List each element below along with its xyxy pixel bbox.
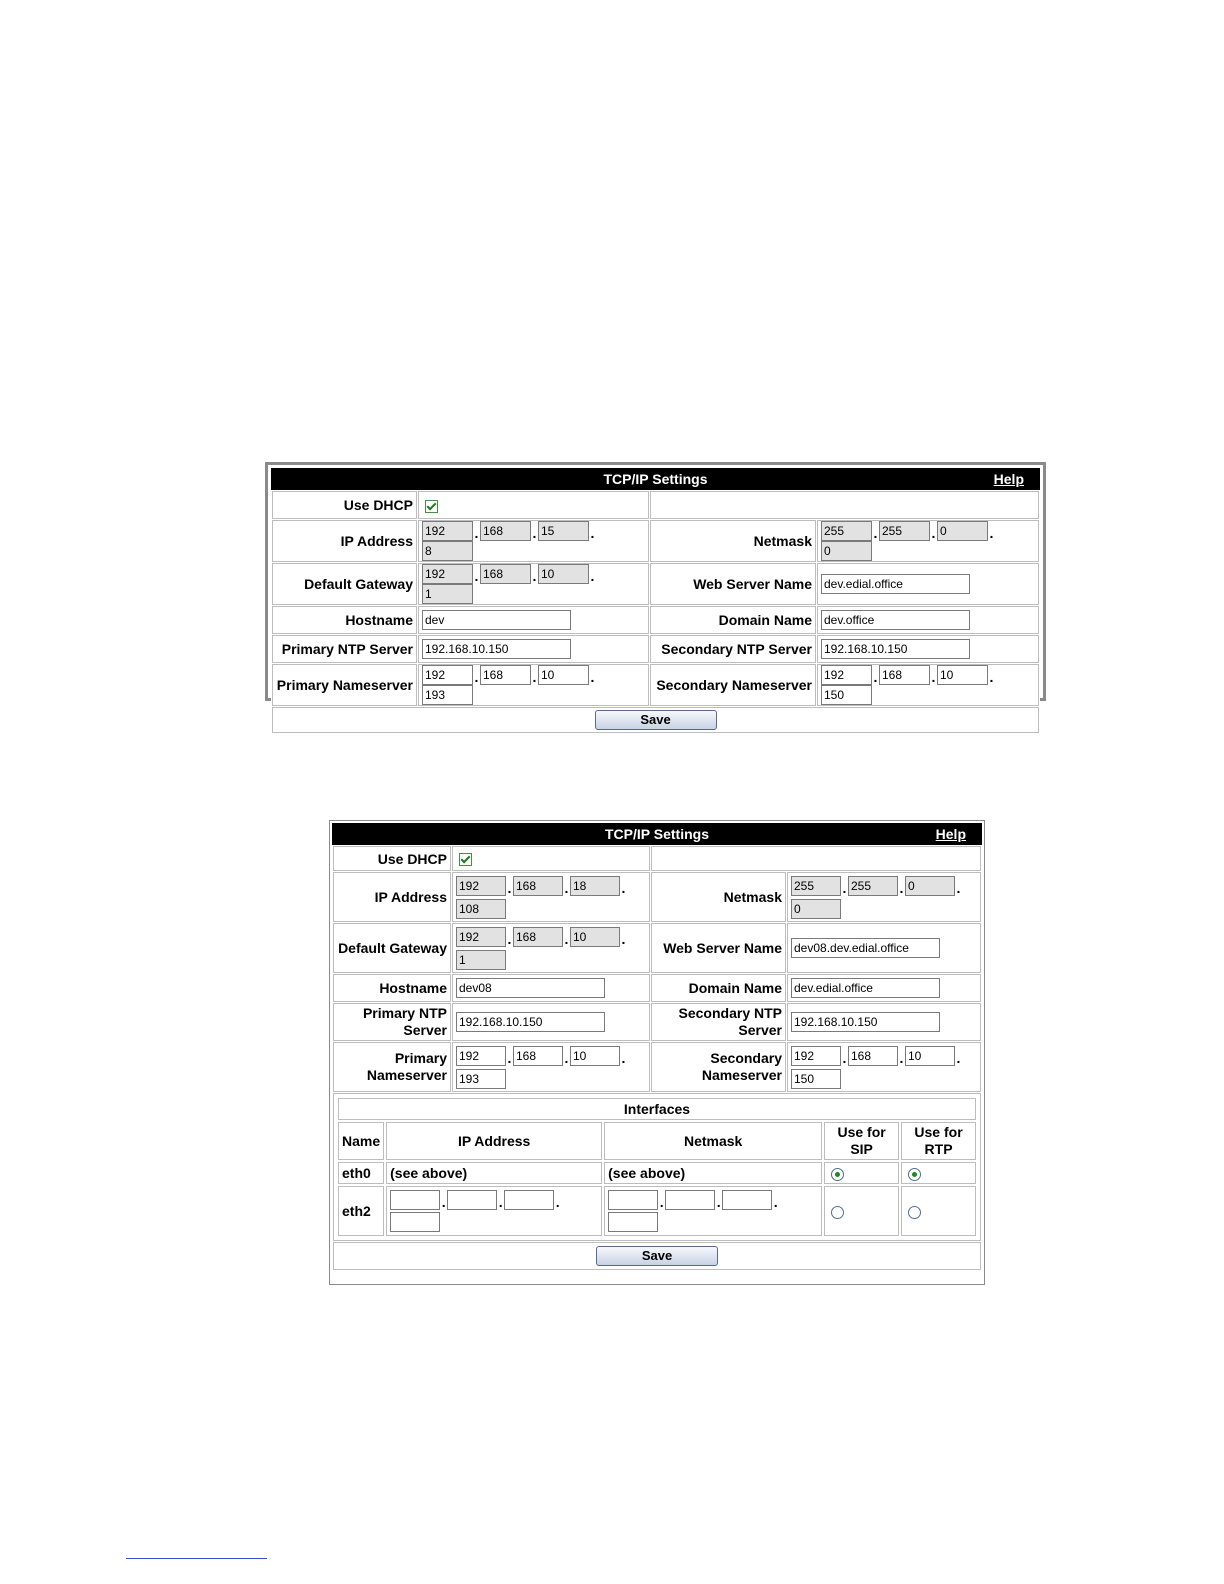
hostname-input[interactable]: dev08 [456, 978, 605, 998]
use-dhcp-checkbox[interactable] [459, 853, 472, 866]
gateway-octet-4[interactable]: 1 [456, 950, 506, 970]
domain-name-cell [817, 606, 1039, 634]
sns-octet-3[interactable]: 10 [905, 1046, 955, 1066]
primary-ntp-label-line-1: Primary NTP [362, 1005, 447, 1021]
pns-octet-3[interactable]: 10 [538, 665, 589, 685]
sns-octet-2[interactable]: 168 [848, 1046, 898, 1066]
secondary-ntp-input[interactable]: 192.168.10.150 [821, 639, 970, 659]
hostname-cell [418, 606, 649, 634]
hostname-cell [452, 974, 650, 1002]
secondary-nameserver-label-line-1: Secondary [710, 1050, 782, 1066]
domain-name-label: Domain Name [650, 606, 816, 634]
ip-octet-4[interactable]: 108 [456, 899, 506, 919]
table-row [338, 1162, 976, 1184]
ip-octet-2[interactable]: 168 [513, 876, 563, 896]
iface-name: eth0 [338, 1162, 384, 1184]
gateway-octet-2[interactable]: 168 [513, 927, 563, 947]
eth2-netmask-octet-3[interactable] [722, 1190, 772, 1210]
gateway-octet-1[interactable]: 192 [456, 927, 506, 947]
primary-ntp-label-line-2: Server [403, 1022, 447, 1038]
iface-name: eth2 [338, 1186, 384, 1236]
use-dhcp-label: Use DHCP [272, 491, 417, 519]
iface-ip: (see above) [386, 1162, 602, 1184]
hostname-label: Hostname [333, 974, 451, 1002]
primary-ntp-input[interactable]: 192.168.10.150 [422, 639, 571, 659]
web-server-name-cell [787, 923, 981, 973]
netmask-fields: 255 . 255 . 0 . 0 [787, 872, 981, 922]
use-dhcp-label: Use DHCP [333, 846, 451, 871]
use-dhcp-checkbox[interactable] [425, 500, 438, 513]
domain-name-label: Domain Name [651, 974, 786, 1002]
interfaces-table [336, 1096, 978, 1238]
pns-octet-2[interactable]: 168 [513, 1046, 563, 1066]
col-header-ip: IP Address [386, 1122, 602, 1160]
primary-nameserver-label-line-1: Primary [394, 1050, 447, 1066]
col-header-sip [824, 1122, 899, 1160]
web-server-name-input[interactable]: dev08.dev.edial.office [791, 938, 940, 958]
settings-table [332, 845, 982, 1271]
default-gateway-fields: 192 . 168 . 10 .1 [418, 563, 649, 605]
ip-address-fields: 192 . 168 . 18 . 108 [452, 872, 650, 922]
web-server-name-cell [817, 563, 1039, 605]
col-header-sip-line-1: Use for [837, 1124, 886, 1140]
ip-octet-3[interactable]: 18 [570, 876, 620, 896]
ip-octet-4[interactable]: 8 [422, 541, 473, 561]
eth2-netmask-octet-4[interactable] [608, 1212, 658, 1232]
gateway-octet-4[interactable]: 1 [422, 584, 473, 604]
sip-radio-cell [824, 1162, 899, 1184]
col-header-netmask: Netmask [604, 1122, 822, 1160]
tcpip-settings-panel-2 [329, 820, 985, 1285]
netmask-label: Netmask [651, 872, 786, 922]
col-header-rtp [901, 1122, 976, 1160]
eth0-sip-radio[interactable] [831, 1168, 844, 1181]
ip-octet-1[interactable]: 192 [422, 521, 473, 541]
panel-title-bar [271, 468, 1040, 490]
primary-nameserver-fields: 192 . 168 . 10 .193 [418, 664, 649, 706]
eth2-rtp-radio[interactable] [908, 1206, 921, 1219]
panel-title-bar [332, 823, 982, 845]
save-button[interactable]: Save [595, 710, 717, 730]
eth2-ip-octet-1[interactable] [390, 1190, 440, 1210]
netmask-fields: 255 . 255 . 0 .0 [817, 520, 1039, 562]
sns-octet-4[interactable]: 150 [821, 685, 872, 705]
secondary-ntp-label-line-2: Server [738, 1022, 782, 1038]
sip-radio-cell [824, 1186, 899, 1236]
primary-nameserver-label-line-2: Nameserver [366, 1067, 447, 1083]
secondary-ntp-label-line-1: Secondary NTP [678, 1005, 782, 1021]
default-gateway-label: Default Gateway [272, 563, 417, 605]
netmask-octet-3[interactable]: 0 [937, 521, 988, 541]
ip-address-fields: 192 . 168 . 15 .8 [418, 520, 649, 562]
domain-name-input[interactable]: dev.office [821, 610, 970, 630]
iface-ip-fields: . . . [386, 1186, 602, 1236]
secondary-ntp-label [651, 1003, 786, 1041]
primary-nameserver-label: Primary Nameserver [272, 664, 417, 706]
interfaces-section [333, 1093, 981, 1241]
primary-nameserver-fields: 192 . 168 . 10 . 193 [452, 1042, 650, 1092]
pns-octet-4[interactable]: 193 [422, 685, 473, 705]
save-row [272, 707, 1039, 733]
help-link[interactable]: Help [935, 826, 966, 842]
secondary-nameserver-label: Secondary Nameserver [650, 664, 816, 706]
primary-ntp-input[interactable]: 192.168.10.150 [456, 1012, 605, 1032]
table-row [338, 1186, 976, 1236]
gateway-octet-2[interactable]: 168 [480, 564, 531, 584]
empty-cell [651, 846, 981, 871]
primary-ntp-cell [418, 635, 649, 663]
web-server-name-label: Web Server Name [650, 563, 816, 605]
ip-octet-3[interactable]: 15 [538, 521, 589, 541]
gateway-octet-1[interactable]: 192 [422, 564, 473, 584]
eth2-netmask-octet-2[interactable] [665, 1190, 715, 1210]
primary-ntp-cell [452, 1003, 650, 1041]
sns-octet-1[interactable]: 192 [791, 1046, 841, 1066]
gateway-octet-3[interactable]: 10 [570, 927, 620, 947]
eth2-sip-radio[interactable] [831, 1206, 844, 1219]
panel-title: TCP/IP Settings [605, 826, 709, 842]
sns-octet-2[interactable]: 168 [879, 665, 930, 685]
iface-netmask-fields: . . . [604, 1186, 822, 1236]
col-header-sip-line-2: SIP [850, 1141, 873, 1157]
secondary-ntp-label: Secondary NTP Server [650, 635, 816, 663]
eth2-ip-octet-4[interactable] [390, 1212, 440, 1232]
secondary-ntp-input[interactable]: 192.168.10.150 [791, 1012, 940, 1032]
sns-octet-3[interactable]: 10 [937, 665, 988, 685]
default-gateway-fields: 192 . 168 . 10 . 1 [452, 923, 650, 973]
netmask-octet-1[interactable]: 255 [791, 876, 841, 896]
netmask-octet-2[interactable]: 255 [848, 876, 898, 896]
secondary-ntp-cell [787, 1003, 981, 1041]
netmask-octet-1[interactable]: 255 [821, 521, 872, 541]
gateway-octet-3[interactable]: 10 [538, 564, 589, 584]
primary-nameserver-label [333, 1042, 451, 1092]
settings-table [271, 490, 1040, 734]
secondary-ntp-cell [817, 635, 1039, 663]
save-button[interactable]: Save [596, 1246, 718, 1266]
eth2-netmask-octet-1[interactable] [608, 1190, 658, 1210]
netmask-label: Netmask [650, 520, 816, 562]
secondary-nameserver-label [651, 1042, 786, 1092]
default-gateway-label: Default Gateway [333, 923, 451, 973]
panel-title: TCP/IP Settings [603, 471, 708, 487]
eth2-ip-octet-3[interactable] [504, 1190, 554, 1210]
hostname-input[interactable]: dev [422, 610, 571, 630]
save-row [333, 1242, 981, 1270]
pns-octet-4[interactable]: 193 [456, 1069, 506, 1089]
ip-octet-2[interactable]: 168 [480, 521, 531, 541]
domain-name-input[interactable]: dev.edial.office [791, 978, 940, 998]
pns-octet-1[interactable]: 192 [422, 665, 473, 685]
rtp-radio-cell [901, 1186, 976, 1236]
sns-octet-4[interactable]: 150 [791, 1069, 841, 1089]
sns-octet-1[interactable]: 192 [821, 665, 872, 685]
pns-octet-3[interactable]: 10 [570, 1046, 620, 1066]
secondary-nameserver-fields: 192 . 168 . 10 .150 [817, 664, 1039, 706]
pns-octet-1[interactable]: 192 [456, 1046, 506, 1066]
rtp-radio-cell [901, 1162, 976, 1184]
hostname-label: Hostname [272, 606, 417, 634]
ip-address-label: IP Address [272, 520, 417, 562]
primary-ntp-label: Primary NTP Server [272, 635, 417, 663]
netmask-octet-4[interactable]: 0 [821, 541, 872, 561]
tcpip-settings-panel-1 [265, 462, 1046, 727]
primary-ntp-label [333, 1003, 451, 1041]
col-header-rtp-line-1: Use for [914, 1124, 963, 1140]
use-dhcp-cell [418, 491, 649, 519]
col-header-rtp-line-2: RTP [924, 1141, 953, 1157]
pns-octet-2[interactable]: 168 [480, 665, 531, 685]
iface-netmask: (see above) [604, 1162, 822, 1184]
ip-address-label: IP Address [333, 872, 451, 922]
secondary-nameserver-fields: 192 . 168 . 10 . 150 [787, 1042, 981, 1092]
interfaces-title: Interfaces [338, 1098, 976, 1120]
use-dhcp-cell [452, 846, 650, 871]
help-link[interactable]: Help [993, 471, 1024, 487]
netmask-octet-4[interactable]: 0 [791, 899, 841, 919]
footnote-separator [126, 1558, 267, 1559]
col-header-name: Name [338, 1122, 384, 1160]
eth2-ip-octet-2[interactable] [447, 1190, 497, 1210]
netmask-octet-3[interactable]: 0 [905, 876, 955, 896]
empty-cell [650, 491, 1039, 519]
domain-name-cell [787, 974, 981, 1002]
ip-octet-1[interactable]: 192 [456, 876, 506, 896]
web-server-name-label: Web Server Name [651, 923, 786, 973]
eth0-rtp-radio[interactable] [908, 1168, 921, 1181]
web-server-name-input[interactable]: dev.edial.office [821, 574, 970, 594]
secondary-nameserver-label-line-2: Nameserver [701, 1067, 782, 1083]
netmask-octet-2[interactable]: 255 [879, 521, 930, 541]
